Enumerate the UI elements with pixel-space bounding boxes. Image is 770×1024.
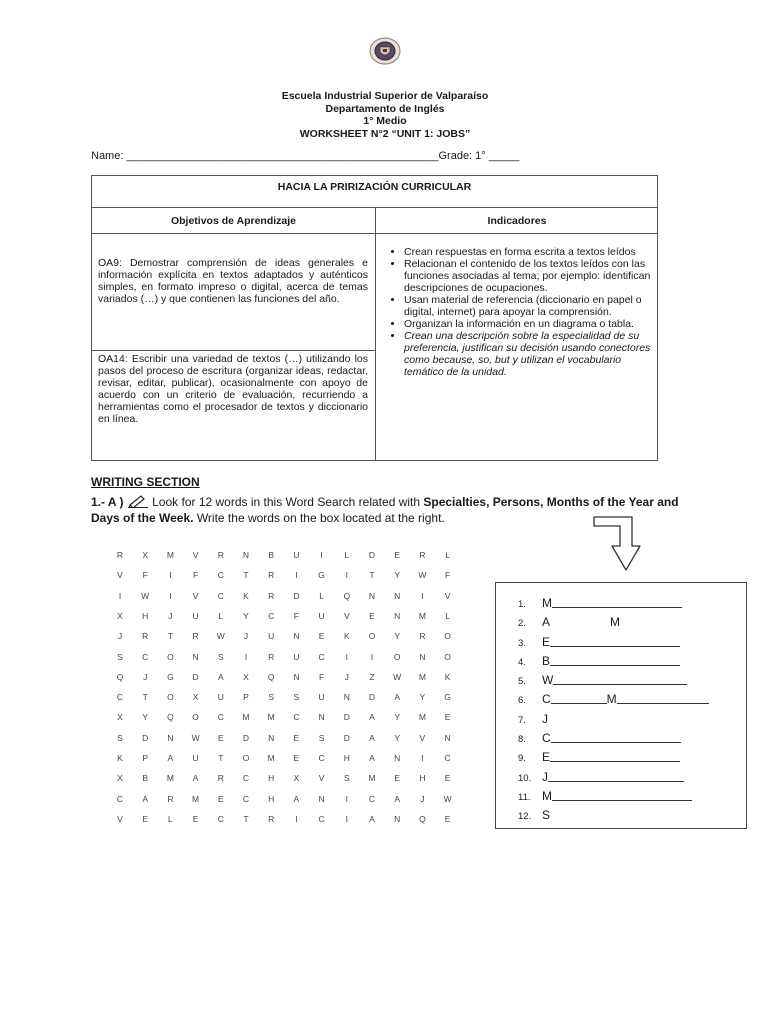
word-search-letter[interactable]: O xyxy=(167,651,174,662)
word-search-letter[interactable]: S xyxy=(343,773,350,784)
word-search-letter[interactable]: A xyxy=(369,732,375,743)
name-blank[interactable]: ___________________________________________________ xyxy=(126,150,439,162)
answer-number: 9. xyxy=(518,753,526,764)
word-search-letter[interactable]: U xyxy=(293,651,300,662)
word-search-letter[interactable]: M xyxy=(166,550,174,560)
word-search-letter[interactable]: I xyxy=(345,793,348,804)
word-search-letter[interactable]: O xyxy=(444,651,451,662)
word-search-letter[interactable]: N xyxy=(318,793,325,804)
word-search-letter[interactable]: H xyxy=(343,753,350,763)
answer-number: 1. xyxy=(518,599,526,610)
word-search-letter[interactable]: O xyxy=(368,631,376,642)
word-search-letter[interactable]: U xyxy=(192,610,199,621)
word-search-letter[interactable]: X xyxy=(192,692,199,703)
word-search-letter[interactable]: M xyxy=(418,610,426,621)
table-divider xyxy=(92,233,657,234)
answer-second-letter: M xyxy=(606,692,617,706)
word-search-letter[interactable]: I xyxy=(118,590,122,601)
word-search-letter[interactable]: R xyxy=(142,631,149,642)
word-search-letter[interactable]: D xyxy=(293,590,300,601)
answer-first-letter: B xyxy=(542,654,551,668)
answer-number: 3. xyxy=(518,638,526,649)
word-search-letter[interactable]: D xyxy=(142,732,149,743)
word-search-letter[interactable]: D xyxy=(343,732,350,743)
word-search-letter[interactable]: I xyxy=(421,753,424,763)
word-search-letter[interactable]: R xyxy=(217,773,224,784)
word-search-letter[interactable]: M xyxy=(418,712,426,723)
answer-line[interactable] xyxy=(518,652,680,671)
answer-line[interactable] xyxy=(518,729,681,748)
word-search-letter[interactable]: M xyxy=(368,773,376,784)
word-search-letter[interactable]: Q xyxy=(167,712,174,723)
answer-number: 10. xyxy=(518,773,532,784)
word-search-letter[interactable]: T xyxy=(243,570,249,581)
word-search-letter[interactable]: C xyxy=(217,712,224,723)
word-search-letter[interactable]: A xyxy=(369,753,375,763)
word-search-letter[interactable]: E xyxy=(444,813,451,824)
word-search-letter[interactable]: K xyxy=(343,631,350,642)
word-search-letter[interactable]: G xyxy=(444,692,451,703)
word-search-letter[interactable]: I xyxy=(295,813,298,824)
answer-line[interactable] xyxy=(518,633,680,652)
word-search-letter[interactable]: V xyxy=(117,813,123,824)
word-search-letter[interactable]: F xyxy=(318,671,325,682)
word-search-letter[interactable]: D xyxy=(192,671,199,682)
answer-number: 2. xyxy=(518,618,526,629)
word-search-letter[interactable]: V xyxy=(318,773,325,784)
word-search-letter[interactable]: S xyxy=(117,651,123,662)
word-search-letter[interactable]: A xyxy=(394,692,401,703)
name-grade-line xyxy=(91,150,519,162)
word-search-letter[interactable]: N xyxy=(394,813,401,824)
word-search-letter[interactable]: C xyxy=(217,813,224,824)
oa14-text: OA14: Escribir una variedad de textos (…) utilizando los pasos del proceso de escritura (organizar ideas, redactar, revisar, editar, publicar), ocasionalmente con apoyo de acuerdo con un criterio de evaluación, recurriendo a herramientas como el procesador de textos y diccionario en línea. xyxy=(98,353,368,425)
word-search-letter[interactable]: S xyxy=(217,651,224,662)
indicators-header: Indicadores xyxy=(487,215,547,227)
word-search-letter[interactable]: U xyxy=(293,550,300,560)
word-search-letter[interactable]: N xyxy=(242,550,250,560)
answer-blank[interactable] xyxy=(550,653,680,666)
word-search-letter[interactable]: Y xyxy=(394,570,401,581)
word-search-letter[interactable]: N xyxy=(293,671,300,682)
word-search-letter[interactable]: A xyxy=(142,793,149,804)
word-search-letter[interactable]: D xyxy=(368,692,376,703)
indicator-item: • Crean una descripción sobre la especialidad de su preferencia, justifican su decisión usando conectores como because, so, but y utilizan el vocabulario temático de la unidad. xyxy=(404,330,654,378)
answer-blank[interactable] xyxy=(548,769,684,782)
word-search-letter[interactable]: X xyxy=(293,773,300,784)
word-search-letter[interactable]: N xyxy=(192,651,199,662)
word-search-letter[interactable]: A xyxy=(369,712,375,723)
word-search-letter[interactable]: Y xyxy=(243,610,249,621)
word-search-letter[interactable]: E xyxy=(142,813,149,824)
word-search-letter[interactable]: Q xyxy=(419,813,426,824)
answer-line[interactable] xyxy=(518,787,692,806)
word-search-letter[interactable]: M xyxy=(192,793,200,804)
answer-first-letter: A xyxy=(542,615,551,629)
word-search-letter[interactable]: J xyxy=(143,671,148,682)
answer-first-letter: M xyxy=(542,596,552,610)
word-search-letter[interactable]: N xyxy=(444,732,451,743)
word-search-letter[interactable]: C xyxy=(217,590,224,601)
answer-first-letter: E xyxy=(542,635,551,649)
word-search-letter[interactable]: E xyxy=(318,631,325,642)
word-search-letter[interactable]: E xyxy=(369,610,375,621)
word-search-letter[interactable]: N xyxy=(343,692,350,703)
word-search-letter[interactable]: I xyxy=(345,651,348,662)
word-search-letter[interactable]: I xyxy=(295,570,298,581)
word-search-letter[interactable]: X xyxy=(243,671,249,682)
word-search-letter[interactable]: R xyxy=(268,570,275,581)
word-search-letter[interactable]: W xyxy=(443,793,452,804)
word-search-letter[interactable]: A xyxy=(192,773,199,784)
table-divider xyxy=(92,350,375,351)
word-search-letter[interactable]: E xyxy=(192,813,199,824)
word-search-letter[interactable]: T xyxy=(243,813,249,824)
word-search-letter[interactable]: O xyxy=(444,631,451,642)
word-search-letter[interactable]: H xyxy=(142,610,149,621)
indicator-item: • Relacionan el contenido de los textos leídos con las funciones asociadas al tema; por ejemplo: identifican descripciones de ocupaciones. xyxy=(404,258,654,294)
answer-number: 11. xyxy=(518,792,531,803)
word-search-letter[interactable]: S xyxy=(293,692,300,703)
word-search-letter[interactable]: A xyxy=(394,793,401,804)
word-search-letter[interactable]: H xyxy=(419,773,426,784)
word-search-letter[interactable]: M xyxy=(418,671,426,682)
instruction-text: Look for 12 words in this Word Search related with xyxy=(148,495,424,509)
word-search-letter[interactable]: J xyxy=(243,631,249,642)
answer-line[interactable] xyxy=(518,748,680,767)
word-search-letter[interactable]: K xyxy=(444,671,451,682)
word-search-letter[interactable]: C xyxy=(242,773,250,784)
word-search-letter[interactable]: H xyxy=(268,793,275,804)
word-search-letter[interactable]: K xyxy=(117,753,123,763)
name-label: Name: xyxy=(91,150,124,162)
answer-first-letter: W xyxy=(542,673,554,687)
word-search-letter[interactable]: N xyxy=(268,732,275,743)
word-search-letter[interactable]: C xyxy=(444,753,451,763)
answer-blank[interactable] xyxy=(550,634,680,647)
word-search-letter[interactable]: E xyxy=(217,732,224,743)
word-search-letter[interactable]: C xyxy=(142,651,149,662)
word-search-letter[interactable]: I xyxy=(421,590,424,601)
answer-number: 6. xyxy=(518,695,526,706)
word-search-letter[interactable]: I xyxy=(169,570,172,581)
answer-line[interactable] xyxy=(518,671,687,690)
word-search-letter[interactable]: U xyxy=(192,753,199,763)
pencil-icon xyxy=(127,494,149,508)
word-search-letter[interactable]: C xyxy=(217,570,224,581)
indicator-item: • Crean respuestas en forma escrita a textos leídos xyxy=(404,246,654,258)
answer-line[interactable] xyxy=(518,710,548,729)
word-search-letter[interactable]: N xyxy=(394,590,401,601)
word-search-letter[interactable]: N xyxy=(368,590,376,601)
school-crest-icon xyxy=(369,37,401,65)
word-search-letter[interactable]: C xyxy=(368,793,376,804)
word-search-letter[interactable]: A xyxy=(167,753,174,763)
word-search-letter[interactable]: E xyxy=(293,753,300,763)
word-search-letter[interactable]: X xyxy=(117,610,123,621)
word-search-letter[interactable]: J xyxy=(420,793,425,804)
word-search-letter[interactable]: V xyxy=(192,590,199,601)
answer-blank[interactable] xyxy=(551,730,681,743)
word-search-letter[interactable]: I xyxy=(244,651,248,662)
word-search-letter[interactable]: C xyxy=(293,712,300,723)
word-search-letter[interactable]: X xyxy=(142,550,149,560)
word-search-letter[interactable]: X xyxy=(117,773,123,784)
word-search-letter[interactable]: L xyxy=(445,610,450,621)
word-search-letter[interactable]: R xyxy=(419,631,426,642)
word-search-letter[interactable]: E xyxy=(293,732,300,743)
answer-number: 4. xyxy=(518,657,526,668)
word-search-letter[interactable]: R xyxy=(116,550,124,560)
word-search-letter[interactable]: U xyxy=(217,692,224,703)
answer-first-letter: S xyxy=(542,808,551,822)
word-search-letter[interactable]: E xyxy=(444,773,451,784)
word-search-letter[interactable]: S xyxy=(318,732,325,743)
word-search-letter[interactable]: V xyxy=(444,590,451,601)
answer-blank[interactable] xyxy=(551,691,607,704)
word-search-letter[interactable]: U xyxy=(318,610,325,621)
word-search-letter[interactable]: G xyxy=(167,671,174,682)
word-search-letter[interactable]: C xyxy=(318,813,325,824)
word-search-letter[interactable]: O xyxy=(393,651,401,662)
word-search-letter[interactable]: I xyxy=(169,590,172,601)
curriculum-table-title: HACIA LA PRIRIZACIÓN CURRICULAR xyxy=(92,176,657,208)
oa9-text: OA9: Demostrar comprensión de ideas generales e información explícita en textos adaptados y auténticos simples, en formato impreso o digital, acerca de temas variados (…) y que contienen las funciones del año. xyxy=(98,257,368,305)
word-search-letter[interactable]: P xyxy=(142,753,149,763)
word-search-letter[interactable]: L xyxy=(319,590,324,601)
grade-level: 1° Medio xyxy=(363,115,407,127)
word-search-letter[interactable]: Q xyxy=(343,590,351,601)
word-search-letter[interactable]: N xyxy=(394,753,401,763)
word-search-letter[interactable]: V xyxy=(419,732,426,743)
word-search-letter[interactable]: W xyxy=(216,631,225,642)
word-search-letter[interactable]: V xyxy=(343,610,350,621)
word-search-letter[interactable]: E xyxy=(217,793,224,804)
word-search-letter[interactable]: M xyxy=(242,712,250,723)
arrow-down-icon xyxy=(592,514,652,574)
word-search-letter[interactable]: O xyxy=(242,753,250,763)
word-search-letter[interactable]: A xyxy=(369,813,375,824)
word-search-letter[interactable]: T xyxy=(369,570,375,581)
answer-blank[interactable] xyxy=(552,788,692,801)
word-search-letter[interactable]: Y xyxy=(394,631,401,642)
answer-blank[interactable] xyxy=(552,595,682,608)
word-search-letter[interactable]: W xyxy=(191,732,200,743)
answer-number: 8. xyxy=(518,734,526,745)
indicators-list xyxy=(382,246,654,378)
word-search-letter[interactable]: X xyxy=(117,712,123,723)
table-divider xyxy=(375,208,376,460)
word-search-letter[interactable]: H xyxy=(268,773,275,784)
word-search-letter[interactable]: M xyxy=(166,773,174,784)
objectives-header: Objetivos de Aprendizaje xyxy=(170,215,297,227)
word-search-letter[interactable]: N xyxy=(167,732,174,743)
word-search-letter[interactable]: T xyxy=(167,631,173,642)
word-search-letter[interactable]: P xyxy=(243,692,249,703)
word-search-letter[interactable]: C xyxy=(318,651,325,662)
indicator-item: • Organizan la información en un diagrama o tabla. xyxy=(404,318,654,330)
answer-line[interactable] xyxy=(518,768,684,787)
instruction-text-end: Write the words on the box located at the right. xyxy=(193,511,445,525)
word-search-letter[interactable]: E xyxy=(444,712,451,723)
word-search-letter[interactable]: V xyxy=(192,550,199,560)
curriculum-table xyxy=(91,175,658,461)
word-search-letter[interactable]: L xyxy=(445,550,450,560)
word-search-letter[interactable]: R xyxy=(268,651,275,662)
answer-blank[interactable] xyxy=(617,691,709,704)
word-search-letter[interactable]: U xyxy=(268,631,275,642)
answer-first-letter: M xyxy=(542,789,552,803)
word-search-letter[interactable]: A xyxy=(217,671,224,682)
word-search-letter[interactable]: C xyxy=(242,793,250,804)
worksheet-title: WORKSHEET N°2 “UNIT 1: JOBS” xyxy=(299,127,471,140)
instruction-bold: Specialties, Persons, Months of the Year and Days of the Week. xyxy=(91,495,679,525)
word-search-letter[interactable]: J xyxy=(117,631,123,642)
word-search-letter[interactable]: C xyxy=(318,753,325,763)
answer-first-letter: C xyxy=(542,731,551,745)
word-search-letter[interactable]: M xyxy=(267,712,275,723)
word-search-letter[interactable]: L xyxy=(344,550,350,560)
word-search-letter[interactable]: K xyxy=(243,590,249,601)
word-search-letter[interactable]: R xyxy=(167,793,174,804)
word-search-letter[interactable]: Z xyxy=(369,671,375,682)
word-search-letter[interactable]: N xyxy=(293,631,300,642)
word-search-letter[interactable]: M xyxy=(267,753,275,763)
word-search-letter[interactable]: T xyxy=(142,692,148,703)
word-search-letter[interactable]: Y xyxy=(394,712,401,723)
word-search-letter[interactable]: B xyxy=(142,773,149,784)
word-search-letter[interactable]: R xyxy=(217,550,224,560)
answer-line[interactable] xyxy=(518,690,709,709)
word-search-letter[interactable]: T xyxy=(218,753,224,763)
school-name: Escuela Industrial Superior de Valparaíso xyxy=(281,90,489,102)
answer-blank[interactable] xyxy=(550,749,680,762)
word-search-letter[interactable]: I xyxy=(345,813,348,824)
answer-line[interactable] xyxy=(518,806,550,825)
word-search-letter[interactable]: A xyxy=(293,793,300,804)
word-search-letter[interactable]: L xyxy=(218,610,224,621)
word-search-letter[interactable]: Q xyxy=(267,671,275,682)
word-search-letter[interactable]: U xyxy=(318,692,325,703)
grade-label: Grade: 1° xyxy=(438,150,486,162)
word-search-letter[interactable]: F xyxy=(444,570,451,581)
document-header xyxy=(0,90,770,140)
answer-second-letter: M xyxy=(610,615,621,629)
answer-first-letter: J xyxy=(542,712,548,726)
word-search-letter[interactable]: Y xyxy=(394,732,401,743)
answer-first-letter: C xyxy=(542,692,551,706)
word-search-letter[interactable]: F xyxy=(142,570,148,581)
word-search-letter[interactable]: W xyxy=(393,671,402,682)
word-search-letter[interactable]: B xyxy=(268,550,275,560)
word-search-letter[interactable]: Y xyxy=(419,692,426,703)
answer-number: 7. xyxy=(518,715,526,726)
word-search-letter[interactable]: R xyxy=(268,590,275,601)
word-search-letter[interactable]: F xyxy=(293,610,299,621)
word-search-letter[interactable]: E xyxy=(394,550,401,560)
answer-box xyxy=(495,582,747,829)
writing-section-title: WRITING SECTION xyxy=(91,475,200,489)
answer-first-letter: J xyxy=(542,770,548,784)
answer-number: 5. xyxy=(518,676,526,687)
word-search-letter[interactable]: L xyxy=(168,813,173,824)
word-search-letter[interactable]: F xyxy=(192,570,199,581)
word-search-letter[interactable]: N xyxy=(419,651,426,662)
word-search-letter[interactable]: G xyxy=(318,570,325,581)
word-search-letter[interactable]: J xyxy=(168,610,173,621)
word-search-letter[interactable]: O xyxy=(192,712,199,723)
word-search-letter[interactable]: S xyxy=(268,692,275,703)
answer-first-letter: E xyxy=(542,750,551,764)
word-search-letter[interactable]: C xyxy=(268,610,275,621)
grade-blank[interactable]: _____ xyxy=(488,150,520,162)
word-search-letter[interactable]: Q xyxy=(116,671,124,682)
word-search-letter[interactable]: R xyxy=(192,631,199,642)
word-search-letter[interactable]: C xyxy=(116,692,124,703)
word-search-letter[interactable]: R xyxy=(268,813,275,824)
word-search-letter[interactable]: D xyxy=(343,712,350,723)
word-search-letter[interactable]: Y xyxy=(142,712,149,723)
word-search-letter[interactable]: D xyxy=(368,550,376,560)
word-search-letter[interactable]: C xyxy=(116,793,124,804)
department-name: Departamento de Inglés xyxy=(325,102,445,115)
word-search-letter[interactable]: S xyxy=(117,732,123,743)
exercise-number: 1.- A ) xyxy=(91,495,124,509)
word-search-letter[interactable]: N xyxy=(394,610,401,621)
word-search-letter[interactable]: I xyxy=(370,651,374,662)
word-search-letter[interactable]: W xyxy=(418,570,427,581)
word-search-letter[interactable]: I xyxy=(345,570,348,581)
word-search-letter[interactable]: J xyxy=(344,671,349,682)
word-search-letter[interactable]: I xyxy=(320,550,323,560)
word-search-letter[interactable]: W xyxy=(141,590,150,601)
word-search-letter[interactable]: D xyxy=(242,732,250,743)
word-search-letter[interactable]: N xyxy=(318,712,325,723)
indicator-item: • Usan material de referencia (diccionario en papel o digital, internet) para apoyar la comprensión. xyxy=(404,294,654,318)
word-search-letter[interactable]: O xyxy=(167,692,174,703)
word-search-letter[interactable]: R xyxy=(419,550,426,560)
word-search-letter[interactable]: E xyxy=(394,773,401,784)
word-search-letter[interactable]: V xyxy=(117,570,123,581)
answer-line[interactable] xyxy=(518,594,682,613)
answer-blank[interactable] xyxy=(553,672,687,685)
answer-number: 12. xyxy=(518,811,532,822)
answer-line[interactable] xyxy=(518,613,620,632)
